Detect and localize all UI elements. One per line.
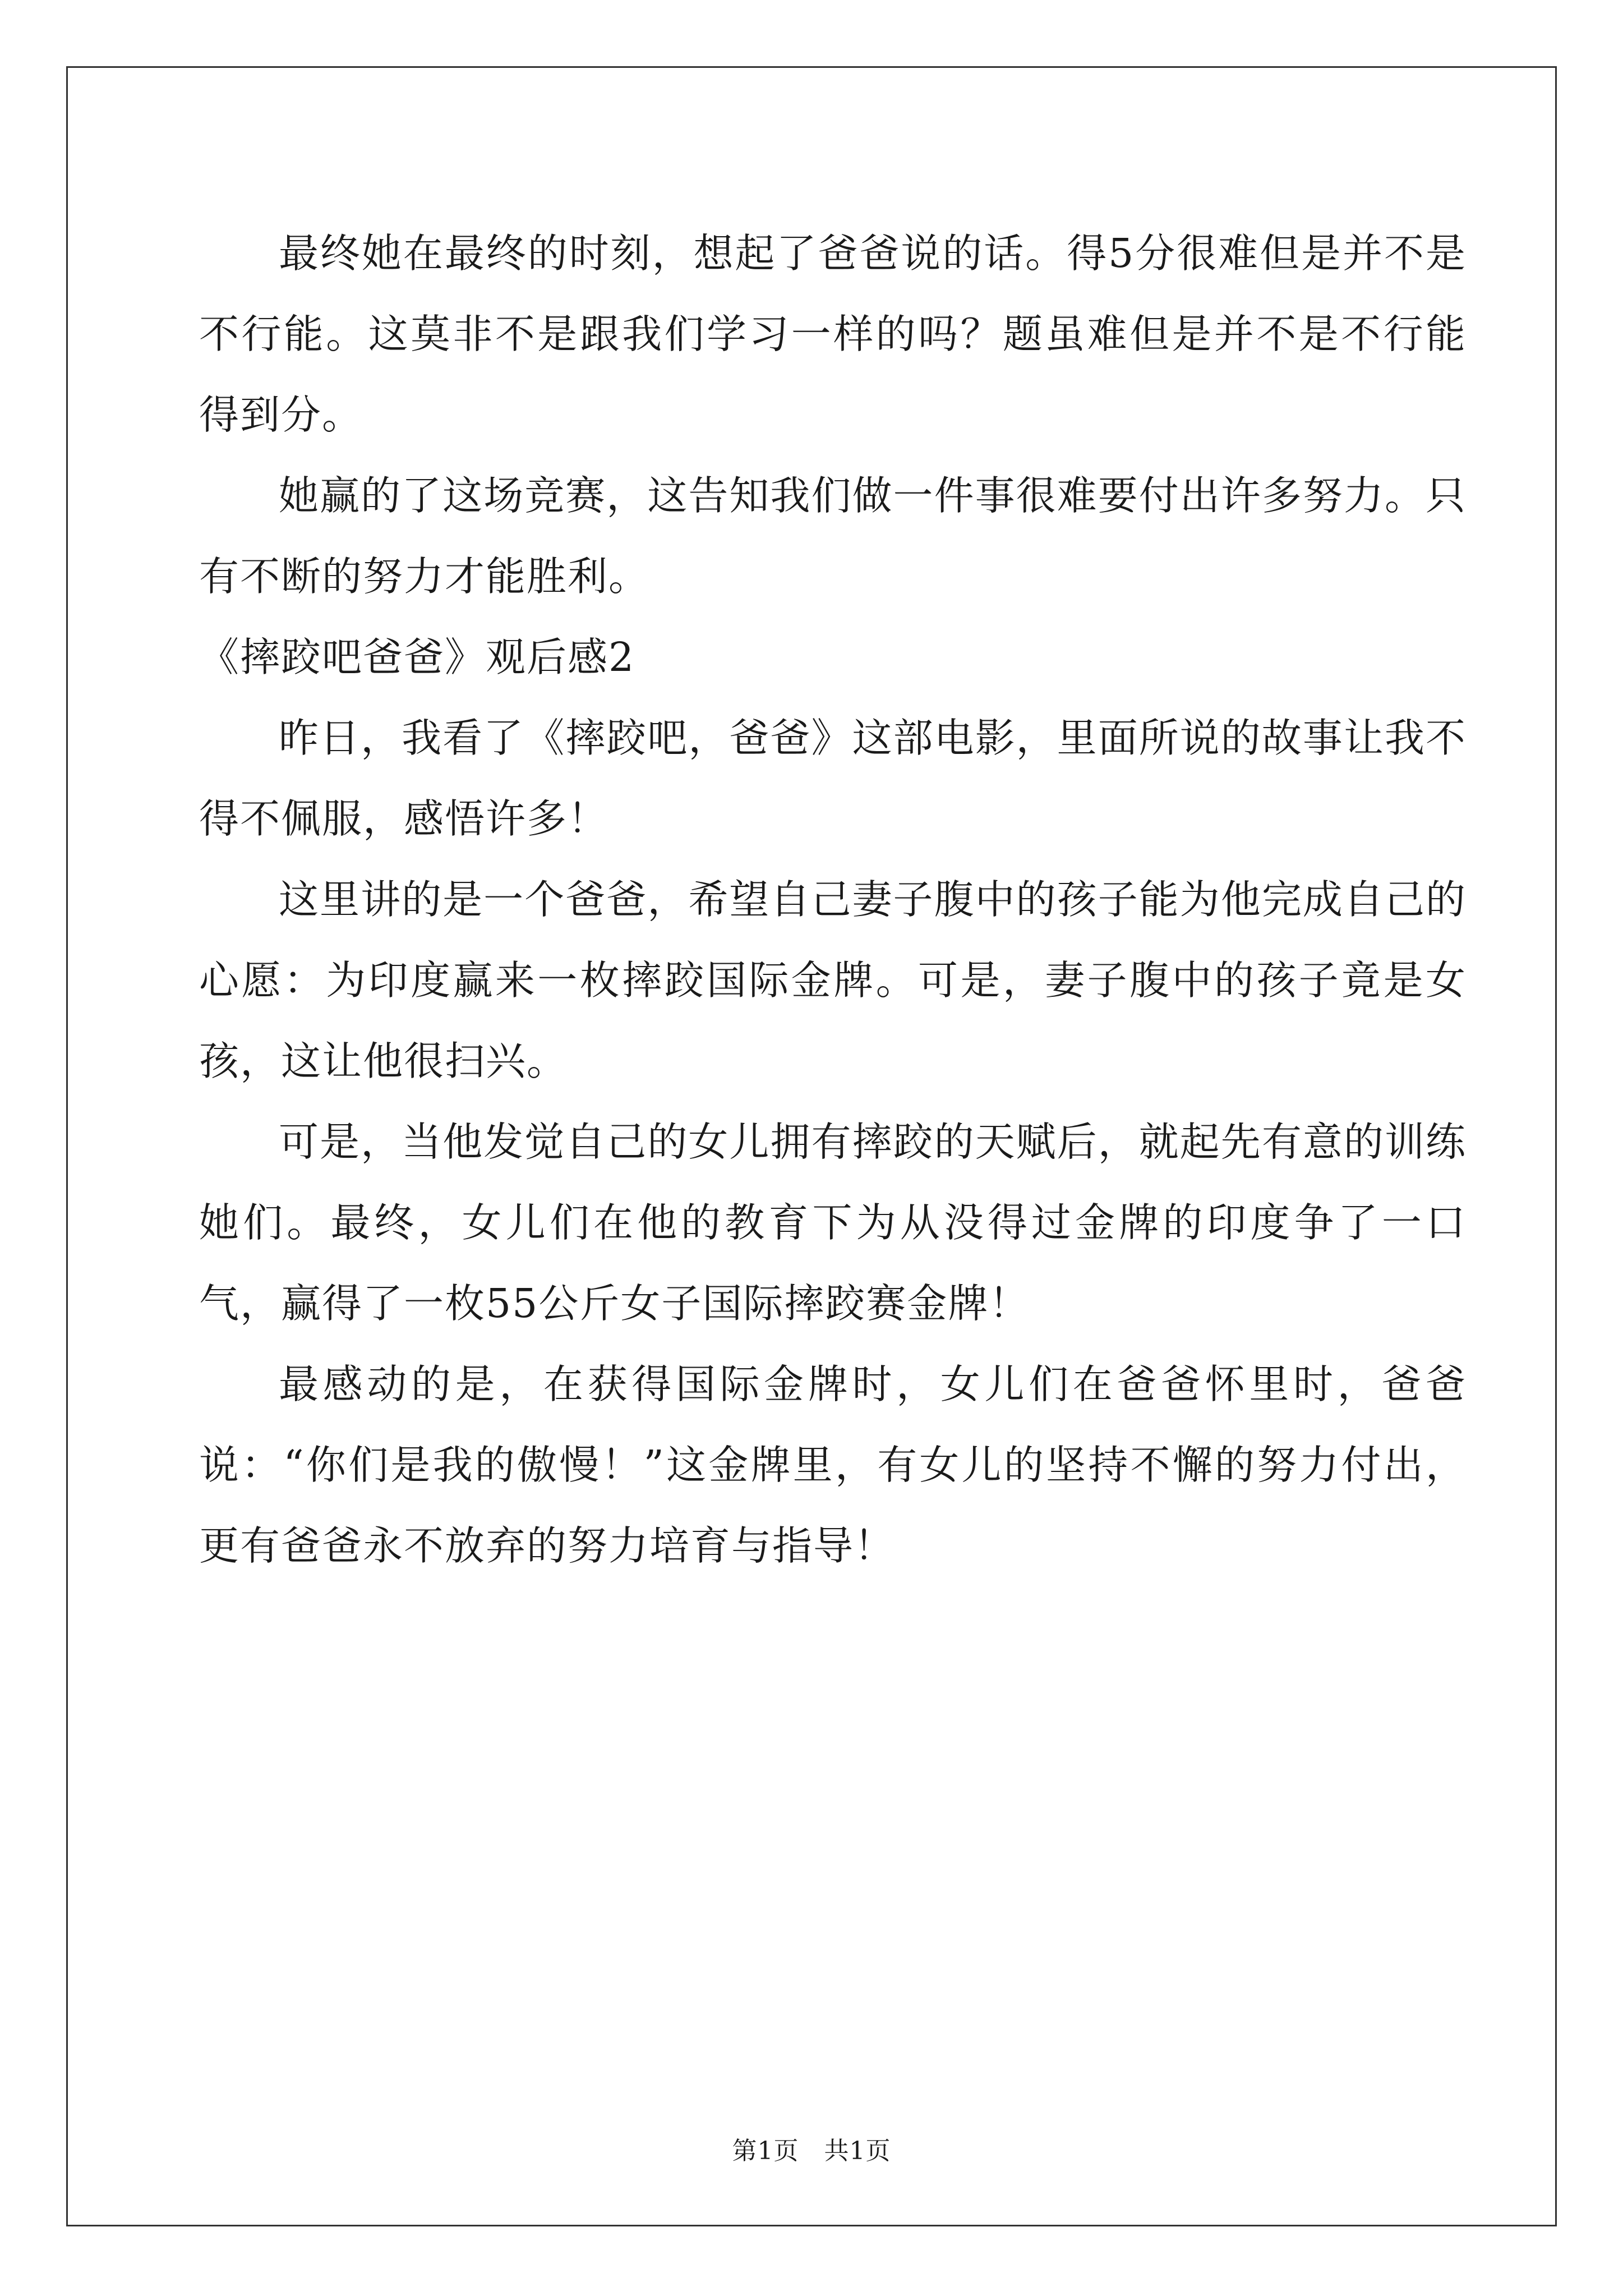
paragraph-5: 可是，当他发觉自己的女儿拥有摔跤的天赋后，就起先有意的训练她们。最终，女儿们在他的教育下为从没得过金牌的印度争了一口气，赢得了一枚55公斤女子国际摔跤赛金牌！ <box>199 1119 1467 1327</box>
page-footer: 第1页 共1页 <box>732 2137 891 2165</box>
section-heading: 《摔跤吧爸爸》观后感2 <box>199 634 635 680</box>
paragraph-3: 昨日，我看了《摔跤吧，爸爸》这部电影，里面所说的故事让我不得不佩服，感悟许多！ <box>199 715 1467 842</box>
document-body <box>199 213 1467 1586</box>
paragraph-4: 这里讲的是一个爸爸，希望自己妻子腹中的孩子能为他完成自己的心愿：为印度赢来一枚摔跤国际金牌。可是，妻子腹中的孩子竟是女孩，这让他很扫兴。 <box>199 876 1467 1084</box>
paragraph-6: 最感动的是，在获得国际金牌时，女儿们在爸爸怀里时，爸爸说：“你们是我的傲慢！”这金牌里，有女儿的坚持不懈的努力付出，更有爸爸永不放弃的努力培育与指导！ <box>199 1361 1467 1569</box>
paragraph-1: 最终她在最终的时刻，想起了爸爸说的话。得5分很难但是并不是不行能。这莫非不是跟我们学习一样的吗？题虽难但是并不是不行能得到分。 <box>199 230 1467 438</box>
paragraph-2: 她赢的了这场竞赛，这告知我们做一件事很难要付出许多努力。只有不断的努力才能胜利。 <box>199 472 1467 600</box>
